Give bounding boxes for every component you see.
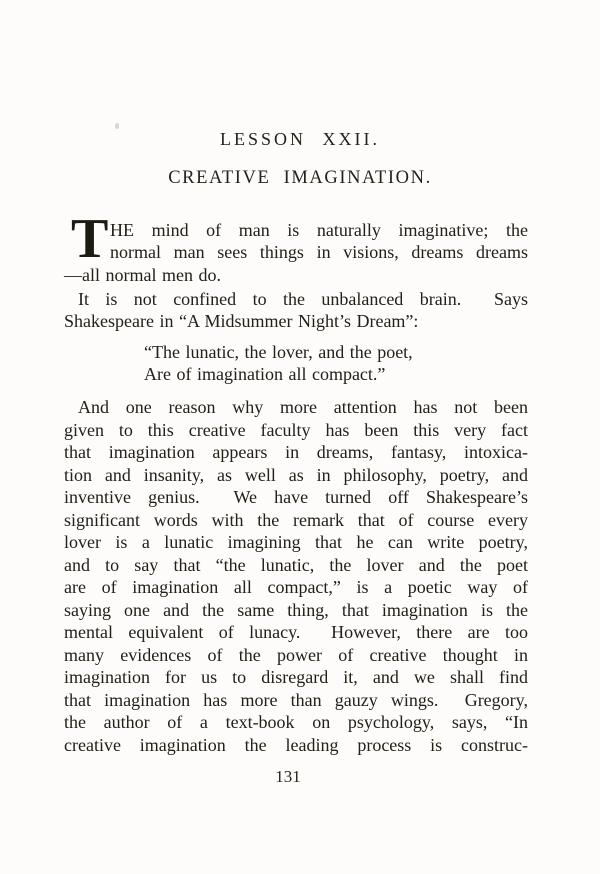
dropcap-letter: T bbox=[71, 208, 109, 270]
quote-line: “The lunatic, the lover, and the poet, bbox=[144, 342, 413, 362]
body-line: are of imagination all compact,” is a poetic way of bbox=[64, 577, 528, 597]
quote-line: Are of imagination all compact.” bbox=[144, 364, 386, 385]
body-line: HE mind of man is naturally imaginative; the bbox=[110, 220, 528, 240]
body-line: and to say that “the lunatic, the lover and the poet bbox=[64, 554, 528, 575]
body-line: —all normal men do. bbox=[64, 264, 221, 285]
body-line: significant words with the remark that of course every bbox=[64, 509, 528, 530]
verse-quote bbox=[144, 341, 528, 386]
page-number: 131 bbox=[275, 767, 301, 786]
body-line: creative imagination the leading process is construc- bbox=[64, 734, 528, 755]
body-line: saying one and the same thing, that imagination is the bbox=[64, 599, 528, 620]
body-line: tion and insanity, as well as in philosophy, poetry, and bbox=[64, 464, 528, 485]
body-line: Shakespeare in “A Midsummer Night’s Dream”: bbox=[64, 311, 419, 332]
body-line: It is not confined to the unbalanced brain. Says bbox=[78, 289, 528, 309]
body-line: that imagination has more than gauzy wings. Gregory, bbox=[64, 689, 528, 710]
body-line: lover is a lunatic imagining that he can write poetry, bbox=[64, 532, 528, 552]
second-paragraph bbox=[64, 288, 528, 333]
chapter-title: CREATIVE IMAGINATION. bbox=[168, 168, 432, 188]
body-line: mental equivalent of lunacy. However, there are too bbox=[64, 622, 528, 642]
body-line: And one reason why more attention has not been bbox=[78, 397, 528, 417]
main-paragraph bbox=[64, 396, 528, 756]
body-line: the author of a text-book on psychology, says, “In bbox=[64, 712, 528, 732]
body-line: given to this creative faculty has been this very fact bbox=[64, 419, 528, 440]
body-line: imagination for us to disregard it, and we shall find bbox=[64, 667, 528, 687]
body-line: inventive genius. We have turned off Shakespeare’s bbox=[64, 487, 528, 507]
opening-paragraph bbox=[64, 208, 528, 286]
body-line: that imagination appears in dreams, fantasy, intoxica- bbox=[64, 442, 528, 462]
body-line: normal man sees things in visions, dreams dreams bbox=[110, 242, 528, 263]
lesson-heading: LESSON XXII. bbox=[220, 129, 380, 149]
body-line: many evidences of the power of creative thought in bbox=[64, 644, 528, 665]
